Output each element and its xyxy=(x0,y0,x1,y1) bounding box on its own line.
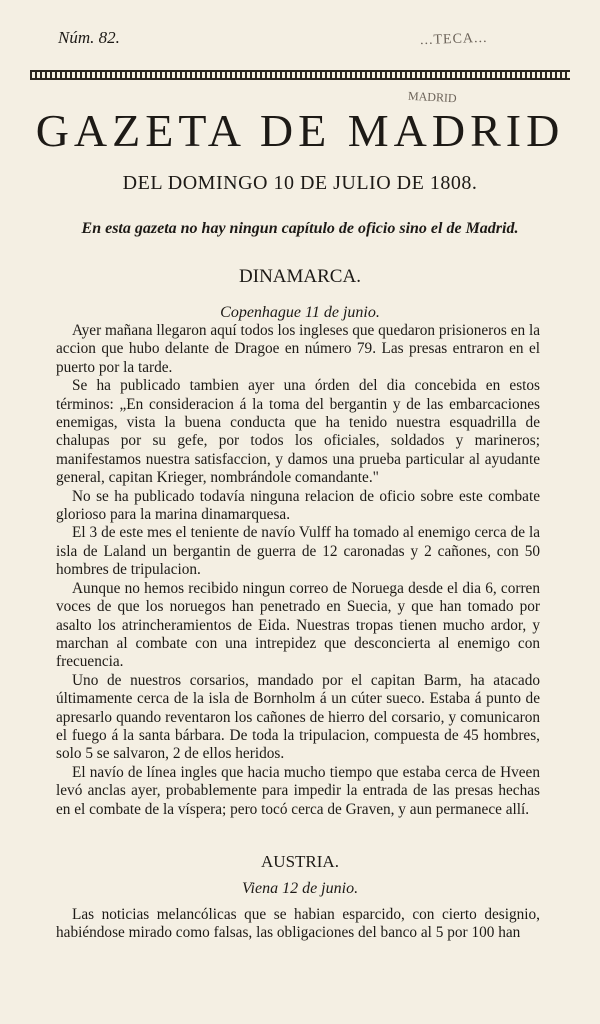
article-dinamarca xyxy=(56,322,540,819)
place-date-viena: Viena 12 de junio. xyxy=(241,880,359,897)
library-stamp: ...TECA... xyxy=(419,30,488,49)
paragraph: Se ha publicado tambien ayer una órden del dia concebida en estos términos: „En consideracion á la toma del bergantin y de las embarcaciones enemigas, vista la buena conducta que ha tenido nuestra esquadrilla de chalupas por su gefe, por todos los oficiales, soldados y marineros; manifestamos nuestra satisfaccion, y damos una prueba particular al ayudante general, capitan Krieger, nombrándole comandante." xyxy=(56,377,540,487)
paragraph: No se ha publicado todavía ninguna relacion de oficio sobre este combate glorioso para la marina dinamarquesa. xyxy=(56,487,540,524)
paragraph: El 3 de este mes el teniente de navío Vulff ha tomado al enemigo cerca de la isla de Laland un bergantin de guerra de 12 caronadas y 2 cañones, con 50 hombres de tripulacion. xyxy=(56,524,540,579)
paragraph: Ayer mañana llegaron aquí todos los ingleses que quedaron prisioneros en la accion que hubo delante de Dragoe en número 79. Las presas entraron en el puerto por la tarde. xyxy=(56,322,540,376)
paragraph: Uno de nuestros corsarios, mandado por el capitan Barm, ha atacado últimamente cerca de la isla de Bornholm á un cúter sueco. Estaba á punto de apresarlo quando reventaron los cañones de hierro del corsario, y comunicaron el fuego á la santa bárbara. De toda la tripulacion, compuesta de 45 hombres, solo 5 se salvaron, 2 de ellos heridos. xyxy=(56,671,540,763)
masthead-title: GAZETA DE MADRID xyxy=(35,105,565,156)
section-heading-dinamarca: DINAMARCA. xyxy=(239,266,361,287)
ornamental-rule xyxy=(30,70,570,80)
library-stamp-madrid: MADRID xyxy=(407,88,458,106)
article-austria xyxy=(56,906,540,943)
issue-dateline: DEL DOMINGO 10 DE JULIO DE 1808. xyxy=(122,172,478,194)
official-notice: En esta gazeta no hay ningun capítulo de oficio sino el de Madrid. xyxy=(81,220,519,237)
paragraph: Aunque no hemos recibido ningun correo de Noruega desde el dia 6, corren voces de que los noruegos han penetrado en Suecia, y que han tomado por asalto los atrincheramientos de Eida. Nuestras tropas tienen mucho ardor, y marchan al combate con una intrepidez que desconcierta al enemigo con frecuencia. xyxy=(56,579,540,671)
paragraph: Las noticias melancólicas que se habian esparcido, con cierto designio, habiéndose mirado como falsas, las obligaciones del banco al 5 por 100 han xyxy=(56,906,540,942)
place-date-copenhague: Copenhague 11 de junio. xyxy=(220,304,380,321)
issue-number: Núm. 82. xyxy=(58,28,120,47)
paragraph: El navío de línea ingles que hacia mucho tiempo que estaba cerca de Hveen levó anclas ayer, probablemente para impedir la entrada de las presas hechas en el combate de la víspera; pero tocó cerca de Graven, y aun permanece allí. xyxy=(56,763,540,818)
section-heading-austria: AUSTRIA. xyxy=(261,852,339,871)
